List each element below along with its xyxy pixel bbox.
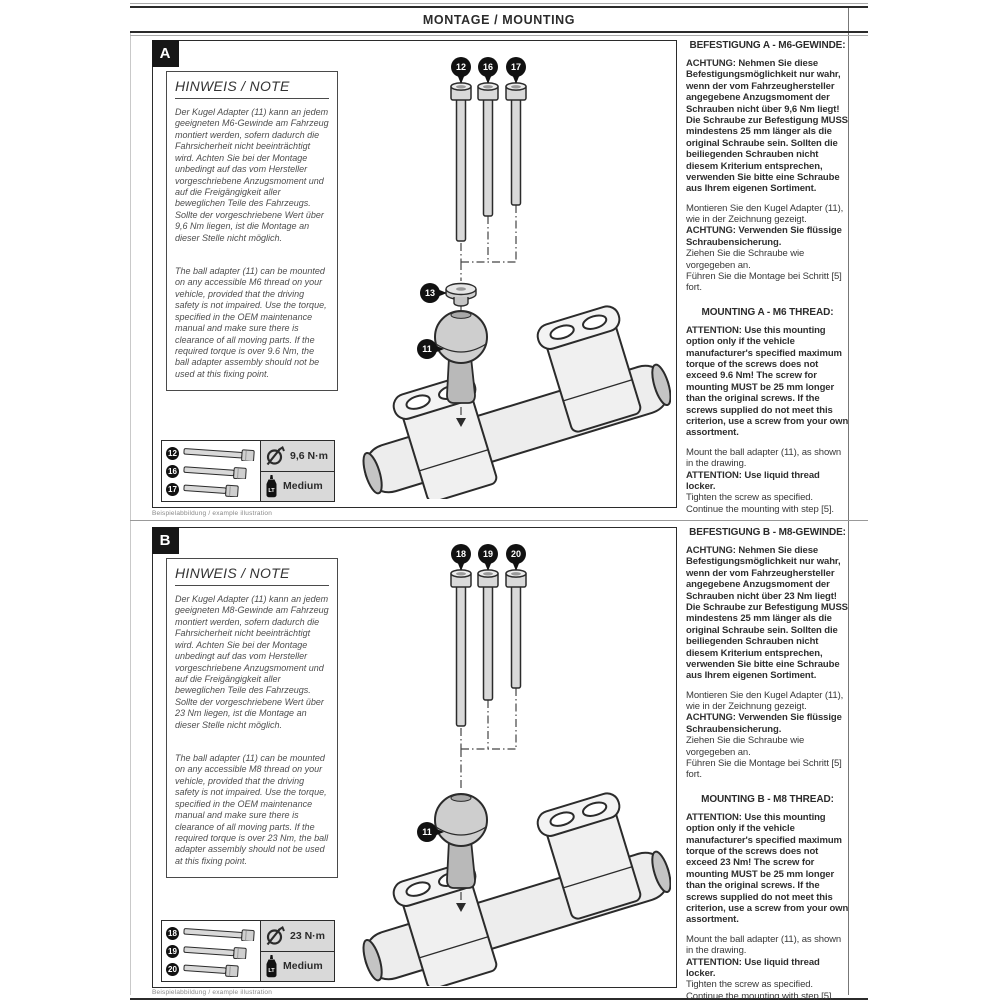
svg-text:17: 17: [510, 62, 522, 73]
screw-glyph: [182, 944, 250, 959]
mounting-illustration-a: [331, 47, 671, 499]
heading-english-a: MOUNTING A - M6 THREAD:: [701, 306, 834, 318]
step-text: Mount the ball adapter (11), as shown in the drawing.: [686, 446, 842, 470]
instructions-column-a: [686, 40, 849, 523]
step-text: Ziehen Sie die Schraube wie vorgegeben an.: [686, 248, 805, 271]
part-badge: 12: [166, 447, 179, 460]
svg-text:13: 13: [424, 288, 436, 299]
svg-text:11: 11: [422, 827, 432, 838]
attention-paragraph: ATTENTION: Use this mounting option only if the vehicle manufacturer's specified maximum torque of the screws does not exceed 23 Nm! The screw for mounting MUST be 25 mm longer than the original screws. If the screws supplied do not meet this criterion, use a screw from your own assortment.: [686, 811, 849, 926]
english-steps: [686, 934, 849, 1000]
svg-text:12: 12: [455, 62, 467, 73]
torque-spec-cell: [261, 441, 334, 471]
screw-glyph: [182, 482, 242, 497]
screw-glyph: [182, 962, 242, 977]
step-text: Continue the mounting with step [5].: [686, 503, 834, 515]
part-row: [166, 961, 258, 978]
step-text: Montieren Sie den Kugel Adapter (11), wie in der Zeichnung gezeigt.: [686, 202, 844, 226]
part-badge: 17: [166, 483, 179, 496]
achtung-paragraph: ACHTUNG: Nehmen Sie diese Befestigungsmöglichkeit nur wahr, wenn der vom Fahrzeughersteller angegebene Anzugsmoment der Schrauben nicht über 9,6 Nm liegt! Die Schraube zur Befestigung MUSS mindestens 25 mm länger als die original Schraube sein. Sollten die beiliegenden Schrauben nicht diesem Kriterium entsprechen, verwenden Sie bitte eine Schraube aus Ihrem eigenen Sortiment.: [686, 58, 848, 195]
step-text: Continue the mounting with step [5].: [686, 990, 834, 1000]
heading-german-b: BEFESTIGUNG B - M8-GEWINDE:: [689, 527, 846, 538]
page-title: MONTAGE / MOUNTING: [130, 6, 868, 33]
callout-screw-1: [451, 57, 471, 84]
section-label-a: A: [152, 40, 179, 67]
callout-screw-1: [451, 544, 471, 571]
note-box-b: [166, 558, 338, 878]
threadlocker-cell: [261, 951, 334, 982]
locker-strength: Medium: [283, 960, 323, 973]
step-text: Führen Sie die Montage bei Schritt [5] fort.: [686, 271, 842, 294]
header-bottom-rule: [130, 35, 868, 36]
handlebar-clamp: [359, 790, 671, 986]
svg-text:LT: LT: [268, 487, 275, 494]
section-label-b: B: [152, 527, 179, 554]
step-text: Mount the ball adapter (11), as shown in the drawing.: [686, 933, 842, 957]
manual-page: [130, 3, 868, 1000]
torque-value: 23 N·m: [290, 929, 326, 942]
step-text: Tighten the screw as specified.: [686, 979, 813, 991]
step-text: Führen Sie die Montage bei Schritt [5] fort.: [686, 758, 842, 781]
washer-part: [446, 284, 476, 307]
torque-spec-cell: [261, 921, 334, 951]
attention-paragraph: ATTENTION: Use this mounting option only if the vehicle manufacturer's specified maximum torque of the screws does not exceed 9.6 Nm! The screw for mounting MUST be 25 mm longer than the original screws. If the screws supplied do not meet this criterion, use a screw from your own assortment.: [686, 324, 849, 439]
mounting-illustration-b: [331, 534, 671, 986]
screw-16: [478, 83, 498, 216]
callout-washer: [420, 283, 447, 303]
svg-text:16: 16: [482, 62, 494, 73]
screw-glyph: [182, 446, 258, 461]
step-warning: ATTENTION: Use liquid thread locker.: [686, 469, 820, 492]
torque-wrench-icon: [264, 445, 286, 467]
part-badge: 18: [166, 927, 179, 940]
example-caption-a: Beispielabbildung / example illustration: [152, 510, 273, 517]
part-row: [166, 445, 258, 462]
part-row: [166, 943, 258, 960]
torque-table-b: [161, 920, 335, 982]
note-title: HINWEIS / NOTE: [175, 78, 329, 99]
torque-table-a: [161, 440, 335, 502]
illustration-panel-b: [152, 527, 677, 988]
part-badge: 19: [166, 945, 179, 958]
thread-locker-bottle-icon: [264, 955, 279, 978]
torque-value: 9,6 N·m: [290, 449, 328, 462]
screw-20: [506, 570, 526, 688]
svg-text:18: 18: [455, 549, 467, 560]
callout-screw-2: [478, 544, 498, 571]
svg-text:LT: LT: [268, 967, 275, 974]
section-divider: [130, 520, 868, 521]
thread-locker-bottle-icon: [264, 475, 279, 498]
part-badge: 20: [166, 963, 179, 976]
part-badge: 16: [166, 465, 179, 478]
instructions-column-b: [686, 527, 849, 1000]
note-text-german: Der Kugel Adapter (11) kann an jedem geeigneten M8-Gewinde am Fahrzeug montiert werden, sofern dadurch die Fahrsicherheit nicht beeinträchtigt wird. Achten Sie bei der Montage unbedingt auf das vom Hersteller vorgeschriebene Anzugsmoment und auf die Freigängigkeit aller beweglichen Teile des Fahrzeugs. Sollte der vorgeschriebene Wert über 23 Nm liegen, ist die Montage an dieser Stelle nicht möglich.: [175, 594, 329, 730]
svg-text:20: 20: [510, 549, 522, 560]
screw-12: [451, 83, 471, 241]
heading-english-b: MOUNTING B - M8 THREAD:: [701, 793, 834, 805]
illustration-panel-a: [152, 40, 677, 508]
part-row: [166, 925, 258, 942]
page-header: [130, 3, 868, 36]
screw-19: [478, 570, 498, 700]
achtung-paragraph: ACHTUNG: Nehmen Sie diese Befestigungsmöglichkeit nur wahr, wenn der vom Fahrzeughersteller angegebene Anzugsmoment der Schrauben nicht über 23 Nm liegt! Die Schraube zur Befestigung MUSS mindestens 25 mm länger als die original Schraube sein. Sollten die beiliegenden Schrauben nicht diesem Kriterium entsprechen, verwenden Sie bitte eine Schraube aus Ihrem eigenen Sortiment.: [686, 545, 848, 682]
note-text-german: Der Kugel Adapter (11) kann an jedem geeigneten M6-Gewinde am Fahrzeug montiert werden, sofern dadurch die Fahrsicherheit nicht beeinträchtigt wird. Achten Sie bei der Montage unbedingt auf das vom Hersteller vorgeschriebene Anzugsmoment und auf die Freigängigkeit aller beweglichen Teile des Fahrzeugs. Sollte der vorgeschriebene Wert über 9,6 Nm liegen, ist die Montage an dieser Stelle nicht möglich.: [175, 107, 329, 243]
callout-screw-3: [506, 57, 526, 84]
step-warning: ACHTUNG: Verwenden Sie flüssige Schraubensicherung.: [686, 712, 842, 735]
threadlocker-cell: [261, 471, 334, 502]
callout-screw-2: [478, 57, 498, 84]
torque-table-parts: [162, 921, 261, 981]
step-text: Tighten the screw as specified.: [686, 492, 813, 504]
note-text-english: The ball adapter (11) can be mounted on any accessible M6 thread on your vehicle, provided that the driving safety is not impaired. Use the torque, specified in the OEM maintenance manual and make sure there is clearance of all moving parts. If the required torque is over 9.6 Nm, the ball adapter assembly should not be used at this fixing point.: [175, 266, 327, 379]
screw-18: [451, 570, 471, 726]
torque-table-parts: [162, 441, 261, 501]
example-caption-b: Beispielabbildung / example illustration: [152, 989, 273, 996]
german-steps: [686, 690, 849, 781]
english-steps: [686, 447, 849, 515]
german-steps: [686, 203, 849, 294]
step-text: Montieren Sie den Kugel Adapter (11), wie in der Zeichnung gezeigt.: [686, 689, 844, 713]
step-warning: ACHTUNG: Verwenden Sie flüssige Schraubensicherung.: [686, 225, 842, 248]
callout-screw-3: [506, 544, 526, 571]
screw-17: [506, 83, 526, 205]
part-row: [166, 481, 258, 498]
svg-text:19: 19: [482, 549, 494, 560]
screw-glyph: [182, 926, 258, 941]
step-warning: ATTENTION: Use liquid thread locker.: [686, 956, 820, 979]
part-row: [166, 463, 258, 480]
handlebar-clamp: [359, 303, 671, 499]
screw-glyph: [182, 464, 250, 479]
heading-german-a: BEFESTIGUNG A - M6-GEWINDE:: [689, 40, 846, 51]
svg-text:11: 11: [422, 344, 432, 355]
page-left-rule: [130, 33, 131, 995]
locker-strength: Medium: [283, 480, 323, 493]
note-box-a: [166, 71, 338, 391]
note-title: HINWEIS / NOTE: [175, 565, 329, 586]
note-text-english: The ball adapter (11) can be mounted on any accessible M8 thread on your vehicle, provided that the driving safety is not impaired. Use the torque, specified in the OEM maintenance manual and make sure there is clearance of all moving parts. If the required torque is over 23 Nm, the ball adapter assembly should not be used at this fixing point.: [175, 753, 329, 866]
header-top-rule: [130, 3, 868, 4]
step-text: Ziehen Sie die Schraube wie vorgegeben an.: [686, 735, 805, 758]
torque-wrench-icon: [264, 925, 286, 947]
